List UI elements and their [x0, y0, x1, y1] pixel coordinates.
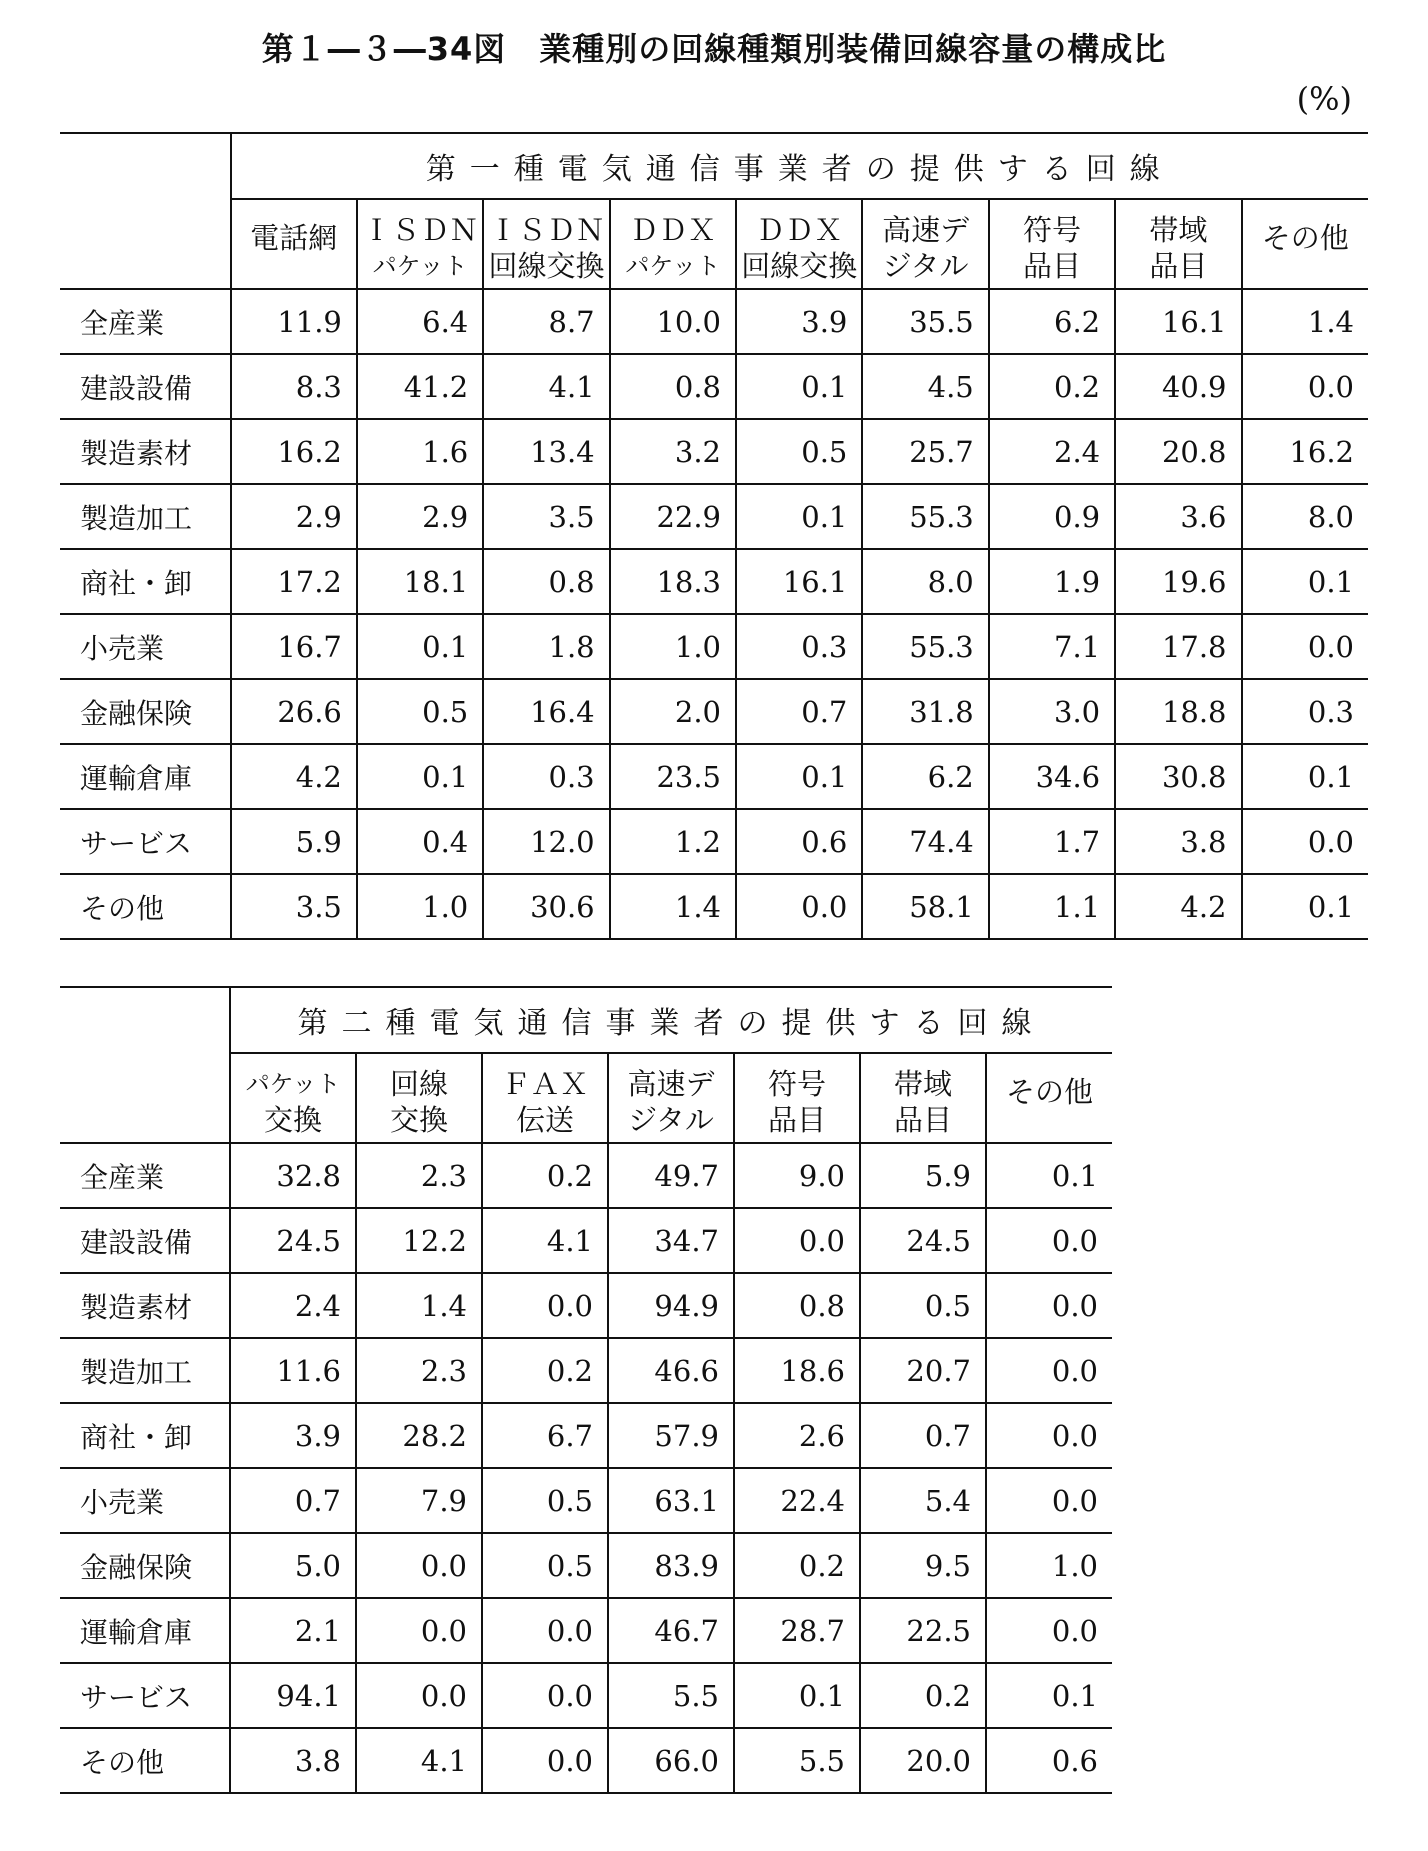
column-header-line2: ジタル: [882, 249, 969, 283]
table-cell: 55.3: [862, 484, 988, 549]
table-cell: 2.4: [989, 419, 1115, 484]
column-header-line2: 品目: [893, 1103, 952, 1137]
table-cell: 40.9: [1115, 354, 1241, 419]
corner-cell: [60, 987, 230, 1143]
table-cell: 35.5: [862, 289, 988, 354]
row-label: 商社・卸: [60, 549, 231, 614]
row-label: サービス: [60, 1663, 230, 1728]
row-label: 全産業: [60, 289, 231, 354]
table-cell: 0.5: [482, 1468, 608, 1533]
table-cell: 2.1: [230, 1598, 356, 1663]
table-cell: 2.9: [357, 484, 483, 549]
table-cell: 94.9: [608, 1273, 734, 1338]
table-cell: 8.0: [862, 549, 988, 614]
table-row: [60, 1143, 1112, 1208]
table-cell: 30.8: [1115, 744, 1241, 809]
table-cell: 0.4: [357, 809, 483, 874]
table-cell: 0.0: [986, 1468, 1112, 1533]
column-header: [483, 199, 609, 289]
column-header-line2: 交換: [389, 1103, 448, 1137]
table-cell: 34.7: [608, 1208, 734, 1273]
table-row: [60, 809, 1368, 874]
row-label: 運輸倉庫: [60, 744, 231, 809]
table-cell: 94.1: [230, 1663, 356, 1728]
table-row: [60, 1273, 1112, 1338]
column-header: [356, 1053, 482, 1143]
table-cell: 20.8: [1115, 419, 1241, 484]
table-row: [60, 549, 1368, 614]
table-cell: 3.6: [1115, 484, 1241, 549]
table-cell: 1.4: [356, 1273, 482, 1338]
table-cell: 0.0: [356, 1663, 482, 1728]
table-cell: 2.4: [230, 1273, 356, 1338]
table-cell: 74.4: [862, 809, 988, 874]
table-cell: 0.0: [986, 1403, 1112, 1468]
table-cell: 46.6: [608, 1338, 734, 1403]
row-label: その他: [60, 874, 231, 939]
column-header: [231, 199, 357, 289]
table-cell: 5.9: [231, 809, 357, 874]
column-header-line2: 品目: [1149, 249, 1208, 283]
table-cell: 0.1: [736, 484, 862, 549]
table-row: [60, 614, 1368, 679]
table-cell: 22.9: [610, 484, 736, 549]
row-label: その他: [60, 1728, 230, 1793]
table-cell: 0.0: [1242, 614, 1368, 679]
table-cell: 0.6: [736, 809, 862, 874]
table-cell: 9.5: [860, 1533, 986, 1598]
column-header-line1: ＩＳＤＮ: [362, 213, 479, 247]
row-label: 小売業: [60, 1468, 230, 1533]
table-row: [60, 1663, 1112, 1728]
column-header: [1115, 199, 1241, 289]
table-cell: 0.0: [482, 1598, 608, 1663]
column-header-line2: ジタル: [628, 1103, 714, 1137]
table-cell: 46.7: [608, 1598, 734, 1663]
table-cell: 0.7: [736, 679, 862, 744]
table-cell: 1.2: [610, 809, 736, 874]
group-header-row: [60, 133, 1368, 199]
figure-title: 第１―３―34図 業種別の回線種類別装備回線容量の構成比: [261, 30, 1167, 68]
table-cell: 3.5: [483, 484, 609, 549]
table-cell: 0.1: [986, 1143, 1112, 1208]
table-cell: 9.0: [734, 1143, 860, 1208]
table-cell: 1.4: [610, 874, 736, 939]
column-header-line2: パケット: [372, 252, 468, 280]
table-cell: 0.1: [736, 744, 862, 809]
column-header: [860, 1053, 986, 1143]
table-cell: 18.1: [357, 549, 483, 614]
table-cell: 0.9: [989, 484, 1115, 549]
table-cell: 0.1: [986, 1663, 1112, 1728]
table-cell: 7.1: [989, 614, 1115, 679]
row-label: 金融保険: [60, 1533, 230, 1598]
table-cell: 28.7: [734, 1598, 860, 1663]
table-cell: 18.3: [610, 549, 736, 614]
table-cell: 0.2: [734, 1533, 860, 1598]
column-header-line1: ＤＤＸ: [755, 213, 843, 247]
table-cell: 8.3: [231, 354, 357, 419]
column-header: [989, 199, 1115, 289]
table-cell: 0.0: [482, 1728, 608, 1793]
column-header-line1: パケット: [245, 1070, 341, 1098]
table-cell: 0.5: [357, 679, 483, 744]
table-row: [60, 744, 1368, 809]
corner-cell: [60, 133, 231, 289]
column-header-line1: 高速デ: [882, 213, 970, 247]
table-cell: 4.1: [482, 1208, 608, 1273]
table-row: [60, 419, 1368, 484]
table-cell: 0.2: [989, 354, 1115, 419]
table-cell: 16.1: [1115, 289, 1241, 354]
table-cell: 0.1: [736, 354, 862, 419]
table-cell: 1.8: [483, 614, 609, 679]
table-cell: 6.2: [862, 744, 988, 809]
table-cell: 49.7: [608, 1143, 734, 1208]
group-header-row: [60, 987, 1112, 1053]
table-cell: 0.1: [357, 744, 483, 809]
column-header: [862, 199, 988, 289]
table-cell: 13.4: [483, 419, 609, 484]
table-cell: 3.8: [230, 1728, 356, 1793]
row-label: 建設設備: [60, 1208, 230, 1273]
table-cell: 5.9: [860, 1143, 986, 1208]
table-cell: 4.2: [1115, 874, 1241, 939]
table-cell: 0.0: [356, 1598, 482, 1663]
row-label: 製造素材: [60, 1273, 230, 1338]
column-header-line2: 交換: [263, 1103, 322, 1137]
table-cell: 1.9: [989, 549, 1115, 614]
column-header-line2: 伝送: [515, 1103, 574, 1137]
table-cell: 11.6: [230, 1338, 356, 1403]
table-row: [60, 1403, 1112, 1468]
table-cell: 20.7: [860, 1338, 986, 1403]
unit-label: (%): [1296, 80, 1352, 118]
table-row: [60, 1338, 1112, 1403]
table-cell: 0.0: [482, 1663, 608, 1728]
group-label: 第一種電気通信事業者の提供する回線: [231, 133, 1368, 199]
row-label: 運輸倉庫: [60, 1598, 230, 1663]
table-cell: 0.0: [986, 1338, 1112, 1403]
table-cell: 16.1: [736, 549, 862, 614]
table-cell: 0.3: [483, 744, 609, 809]
table-cell: 4.5: [862, 354, 988, 419]
table-cell: 0.7: [860, 1403, 986, 1468]
table-cell: 5.5: [734, 1728, 860, 1793]
table-cell: 5.4: [860, 1468, 986, 1533]
column-header-line1: 符号: [1022, 213, 1081, 247]
table-cell: 3.5: [231, 874, 357, 939]
column-header: [230, 1053, 356, 1143]
table-cell: 34.6: [989, 744, 1115, 809]
column-header-line2: 回線交換: [488, 249, 605, 283]
table-cell: 0.5: [482, 1533, 608, 1598]
table-cell: 57.9: [608, 1403, 734, 1468]
table-cell: 0.0: [356, 1533, 482, 1598]
table-cell: 1.7: [989, 809, 1115, 874]
row-label: 全産業: [60, 1143, 230, 1208]
table-cell: 25.7: [862, 419, 988, 484]
table-cell: 0.5: [736, 419, 862, 484]
table-cell: 1.0: [357, 874, 483, 939]
table-row: [60, 289, 1368, 354]
table-cell: 1.0: [986, 1533, 1112, 1598]
column-header: [608, 1053, 734, 1143]
table-cell: 16.7: [231, 614, 357, 679]
table-cell: 16.2: [1242, 419, 1368, 484]
table-cell: 63.1: [608, 1468, 734, 1533]
table-second-type-carriers: [60, 986, 1112, 1794]
table-cell: 0.0: [986, 1273, 1112, 1338]
row-label: 製造加工: [60, 1338, 230, 1403]
table-row: [60, 484, 1368, 549]
column-header-line2: 品目: [767, 1103, 826, 1137]
table-cell: 3.9: [736, 289, 862, 354]
table-cell: 41.2: [357, 354, 483, 419]
table-cell: 0.0: [734, 1208, 860, 1273]
column-header-line1: ＤＤＸ: [629, 213, 717, 247]
table-cell: 2.3: [356, 1338, 482, 1403]
table-row: [60, 1468, 1112, 1533]
table-cell: 0.0: [1242, 809, 1368, 874]
table-cell: 7.9: [356, 1468, 482, 1533]
column-header-line1: 電話網: [250, 221, 338, 255]
column-header-line2: 回線交換: [741, 249, 858, 283]
column-header-line1: ＩＳＤＮ: [488, 213, 605, 247]
table-row: [60, 1728, 1112, 1793]
table-cell: 16.4: [483, 679, 609, 744]
table-cell: 12.2: [356, 1208, 482, 1273]
table-cell: 23.5: [610, 744, 736, 809]
table-cell: 18.6: [734, 1338, 860, 1403]
table-cell: 1.0: [610, 614, 736, 679]
table-row: [60, 874, 1368, 939]
table-cell: 0.1: [734, 1663, 860, 1728]
table-cell: 2.9: [231, 484, 357, 549]
table-cell: 18.8: [1115, 679, 1241, 744]
table-cell: 1.4: [1242, 289, 1368, 354]
table-cell: 3.0: [989, 679, 1115, 744]
table-cell: 6.2: [989, 289, 1115, 354]
table-row: [60, 679, 1368, 744]
table-cell: 28.2: [356, 1403, 482, 1468]
table-cell: 32.8: [230, 1143, 356, 1208]
table-cell: 3.9: [230, 1403, 356, 1468]
column-header: [482, 1053, 608, 1143]
row-label: 建設設備: [60, 354, 231, 419]
table-cell: 26.6: [231, 679, 357, 744]
table-cell: 12.0: [483, 809, 609, 874]
table-cell: 0.1: [1242, 549, 1368, 614]
table-cell: 0.0: [986, 1598, 1112, 1663]
table-first-type-carriers: [60, 132, 1368, 940]
table-cell: 0.2: [482, 1338, 608, 1403]
table-cell: 4.1: [356, 1728, 482, 1793]
table-cell: 11.9: [231, 289, 357, 354]
table-cell: 8.0: [1242, 484, 1368, 549]
table-cell: 5.0: [230, 1533, 356, 1598]
column-header-line1: ＦＡＸ: [501, 1067, 589, 1101]
table-cell: 30.6: [483, 874, 609, 939]
row-label: 商社・卸: [60, 1403, 230, 1468]
table-cell: 55.3: [862, 614, 988, 679]
table-cell: 0.7: [230, 1468, 356, 1533]
table-row: [60, 1598, 1112, 1663]
table-cell: 2.0: [610, 679, 736, 744]
table-cell: 3.8: [1115, 809, 1241, 874]
table-cell: 24.5: [230, 1208, 356, 1273]
column-header-line1: 帯域: [893, 1067, 952, 1101]
table-cell: 0.0: [1242, 354, 1368, 419]
column-header: [1242, 199, 1368, 289]
table-cell: 2.6: [734, 1403, 860, 1468]
row-label: 小売業: [60, 614, 231, 679]
column-header-line2: 品目: [1022, 249, 1081, 283]
table-cell: 0.2: [860, 1663, 986, 1728]
column-header-line1: 帯域: [1149, 213, 1208, 247]
group-label: 第二種電気通信事業者の提供する回線: [230, 987, 1112, 1053]
table-cell: 0.1: [357, 614, 483, 679]
table-cell: 0.0: [986, 1208, 1112, 1273]
column-header-line2: パケット: [625, 252, 721, 280]
row-label: サービス: [60, 809, 231, 874]
table-cell: 24.5: [860, 1208, 986, 1273]
table-cell: 8.7: [483, 289, 609, 354]
table-cell: 0.5: [860, 1273, 986, 1338]
table-cell: 0.0: [736, 874, 862, 939]
row-label: 製造素材: [60, 419, 231, 484]
table-cell: 2.3: [356, 1143, 482, 1208]
table-cell: 0.8: [483, 549, 609, 614]
table-cell: 31.8: [862, 679, 988, 744]
row-label: 製造加工: [60, 484, 231, 549]
table-cell: 17.2: [231, 549, 357, 614]
table-cell: 0.3: [1242, 679, 1368, 744]
column-header-line1: 回線: [389, 1067, 448, 1101]
table-cell: 0.2: [482, 1143, 608, 1208]
table-cell: 22.4: [734, 1468, 860, 1533]
table-cell: 83.9: [608, 1533, 734, 1598]
table-cell: 20.0: [860, 1728, 986, 1793]
table-cell: 0.1: [1242, 744, 1368, 809]
column-header-row: [60, 199, 1368, 289]
table-row: [60, 1208, 1112, 1273]
row-label: 金融保険: [60, 679, 231, 744]
table-cell: 66.0: [608, 1728, 734, 1793]
column-header: [986, 1053, 1112, 1143]
table-cell: 17.8: [1115, 614, 1241, 679]
table-cell: 6.4: [357, 289, 483, 354]
table-cell: 4.2: [231, 744, 357, 809]
table-cell: 6.7: [482, 1403, 608, 1468]
column-header-line1: その他: [1261, 221, 1349, 255]
table-cell: 3.2: [610, 419, 736, 484]
table-cell: 10.0: [610, 289, 736, 354]
column-header: [734, 1053, 860, 1143]
table-cell: 58.1: [862, 874, 988, 939]
table-cell: 19.6: [1115, 549, 1241, 614]
table-cell: 0.6: [986, 1728, 1112, 1793]
table-cell: 5.5: [608, 1663, 734, 1728]
column-header: [357, 199, 483, 289]
column-header-line1: 符号: [767, 1067, 826, 1101]
table-cell: 0.8: [734, 1273, 860, 1338]
table-cell: 0.8: [610, 354, 736, 419]
table-cell: 0.1: [1242, 874, 1368, 939]
table-cell: 1.1: [989, 874, 1115, 939]
table-cell: 4.1: [483, 354, 609, 419]
table-cell: 0.3: [736, 614, 862, 679]
table-cell: 1.6: [357, 419, 483, 484]
column-header-line1: その他: [1005, 1075, 1093, 1109]
table-cell: 0.0: [482, 1273, 608, 1338]
column-header: [736, 199, 862, 289]
table-row: [60, 354, 1368, 419]
column-header-line1: 高速デ: [627, 1067, 715, 1101]
column-header: [610, 199, 736, 289]
table-cell: 22.5: [860, 1598, 986, 1663]
table-row: [60, 1533, 1112, 1598]
table-cell: 16.2: [231, 419, 357, 484]
